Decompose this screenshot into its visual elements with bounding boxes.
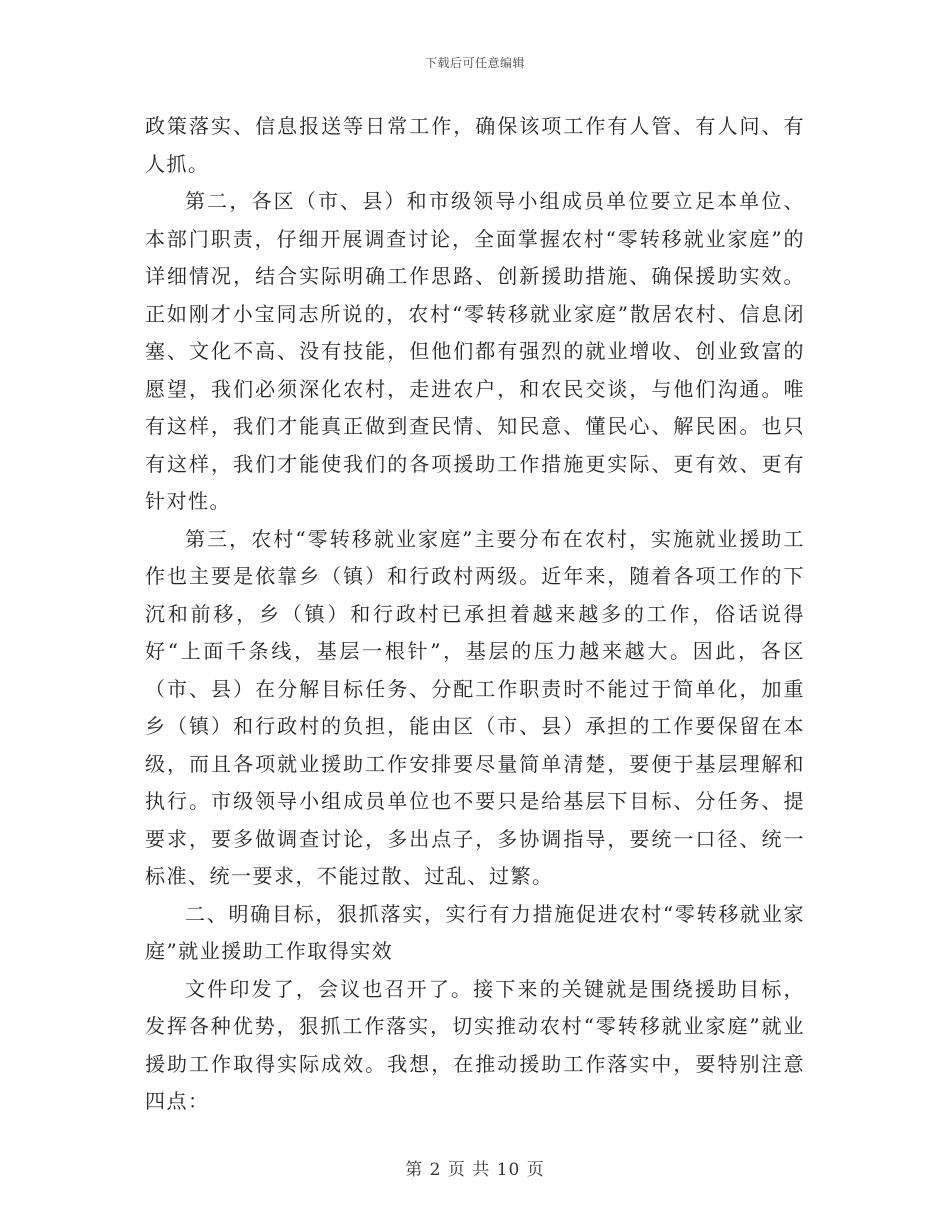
document-body [145, 108, 805, 1121]
paragraph-third-point: 第三，农村“零转移就业家庭”主要分布在农村，实施就业援助工作也主要是依靠乡（镇）和行政村两级。近年来，随着各项工作的下沉和前移，乡（镇）和行政村已承担着越来越多的工作，俗话说得好“上面千条线，基层一根针”，基层的压力越来越大。因此，各区（市、县）在分解目标任务、分配工作职责时不能过于简单化，加重乡（镇）和行政村的负担，能由区（市、县）承担的工作要保留在本级，而且各项就业援助工作安排要尽量简单清楚，要便于基层理解和执行。市级领导小组成员单位也不要只是给基层下目标、分任务、提要求，要多做调查讨论，多出点子，多协调指导，要统一口径、统一标准、统一要求，不能过散、过乱、过繁。 [145, 526, 805, 888]
paragraph-second-point: 第二，各区（市、县）和市级领导小组成员单位要立足本单位、本部门职责，仔细开展调查讨论，全面掌握农村“零转移就业家庭”的详细情况，结合实际明确工作思路、创新援助措施、确保援助实效。正如刚才小宝同志所说的，农村“零转移就业家庭”散居农村、信息闭塞、文化不高、没有技能，但他们都有强烈的就业增收、创业致富的愿望，我们必须深化农村，走进农户，和农民交谈，与他们沟通。唯有这样，我们才能真正做到查民情、知民意、懂民心、解民困。也只有这样，我们才能使我们的各项援助工作措施更实际、更有效、更有针对性。 [145, 189, 805, 513]
page-header-note: 下载后可任意编辑 [424, 56, 525, 70]
page-number-footer: 第 2 页 共 10 页 [405, 1160, 545, 1180]
paragraph-section-two-intro: 文件印发了，会议也召开了。接下来的关键就是围绕援助目标，发挥各种优势，狠抓工作落实，切实推动农村“零转移就业家庭”就业援助工作取得实际成效。我想，在推动援助工作落实中，要特别注意四点： [145, 976, 805, 1113]
section-heading-two: 二、明确目标，狠抓落实，实行有力措施促进农村“零转移就业家庭”就业援助工作取得实效 [145, 901, 805, 963]
paragraph-continuation: 政策落实、信息报送等日常工作，确保该项工作有人管、有人问、有人抓。 [145, 114, 805, 176]
